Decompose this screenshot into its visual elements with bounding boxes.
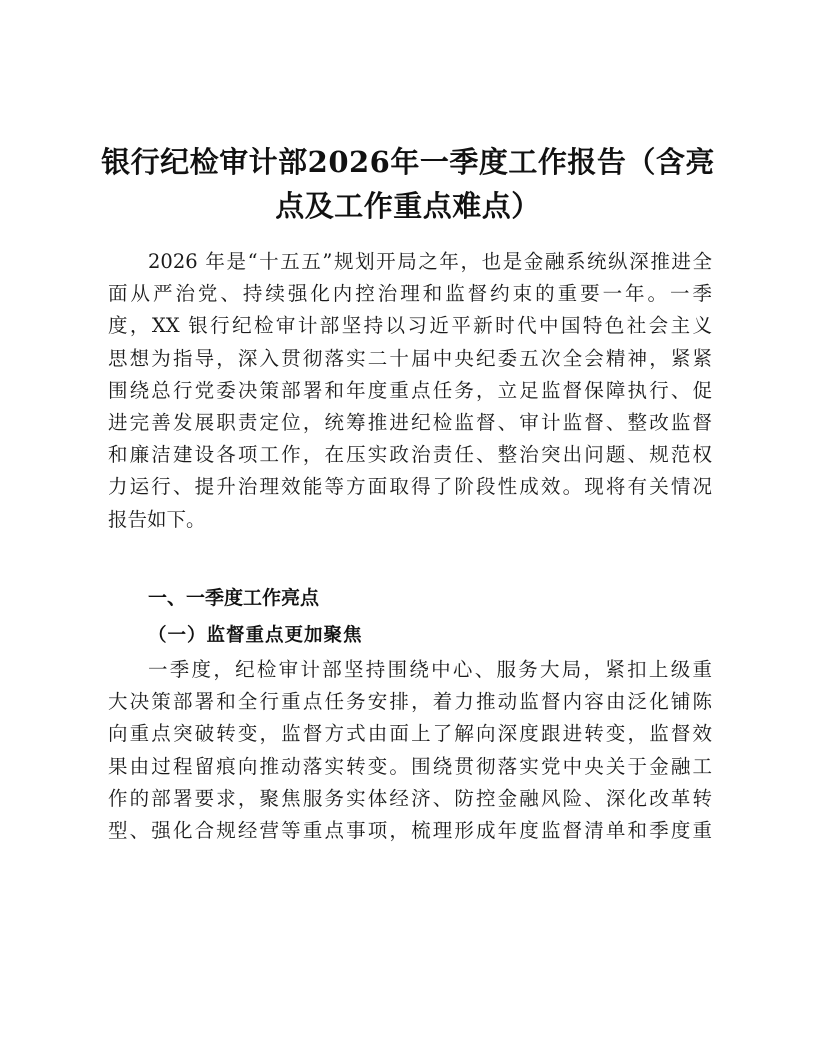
paragraph-line: 大决策部署和全行重点任务安排，着力推动监督内容由泛化铺陈 [108,690,712,714]
paragraph-line: 报告如下。 [108,507,206,531]
title-line-2: 点及工作重点难点） [275,189,541,223]
paragraph-line: 作的部署要求，聚焦服务实体经济、防控金融风险、深化改革转 [108,786,712,810]
paragraph-line: 一季度，纪检审计部坚持围绕中心、服务大局，紧扣上级重 [148,658,712,681]
paragraph-line: 思想为指导，深入贯彻落实二十届中央纪委五次全会精神，紧紧 [108,346,712,370]
document-title [100,140,716,228]
intro-paragraph [108,246,712,536]
paragraph-line: 向重点突破转变，监督方式由面上了解向深度跟进转变，监督效 [108,722,712,746]
paragraph-line: 果由过程留痕向推动落实转变。围绕贯彻落实党中央关于金融工 [108,754,712,778]
paragraph-line: 2026 年是“十五五”规划开局之年，也是金融系统纵深推进全 [148,250,712,273]
paragraph-line: 度，XX 银行纪检审计部坚持以习近平新时代中国特色社会主义 [108,314,712,338]
title-line-1: 银行纪检审计部2026年一季度工作报告（含亮 [101,145,715,179]
section-heading: 一、一季度工作亮点 [148,587,320,609]
section-paragraph [108,654,712,847]
paragraph-line: 型、强化合规经营等重点事项，梳理形成年度监督清单和季度重 [108,818,712,842]
paragraph-line: 和廉洁建设各项工作，在压实政治责任、整治突出问题、规范权 [108,443,712,467]
paragraph-line: 力运行、提升治理效能等方面取得了阶段性成效。现将有关情况 [108,475,712,499]
paragraph-line: 围绕总行党委决策部署和年度重点任务，立足监督保障执行、促 [108,378,712,402]
paragraph-line: 面从严治党、持续强化内控治理和监督约束的重要一年。一季 [108,282,712,306]
paragraph-line: 进完善发展职责定位，统筹推进纪检监督、审计监督、整改监督 [108,410,712,434]
subsection-heading: （一）监督重点更加聚焦 [148,625,363,646]
